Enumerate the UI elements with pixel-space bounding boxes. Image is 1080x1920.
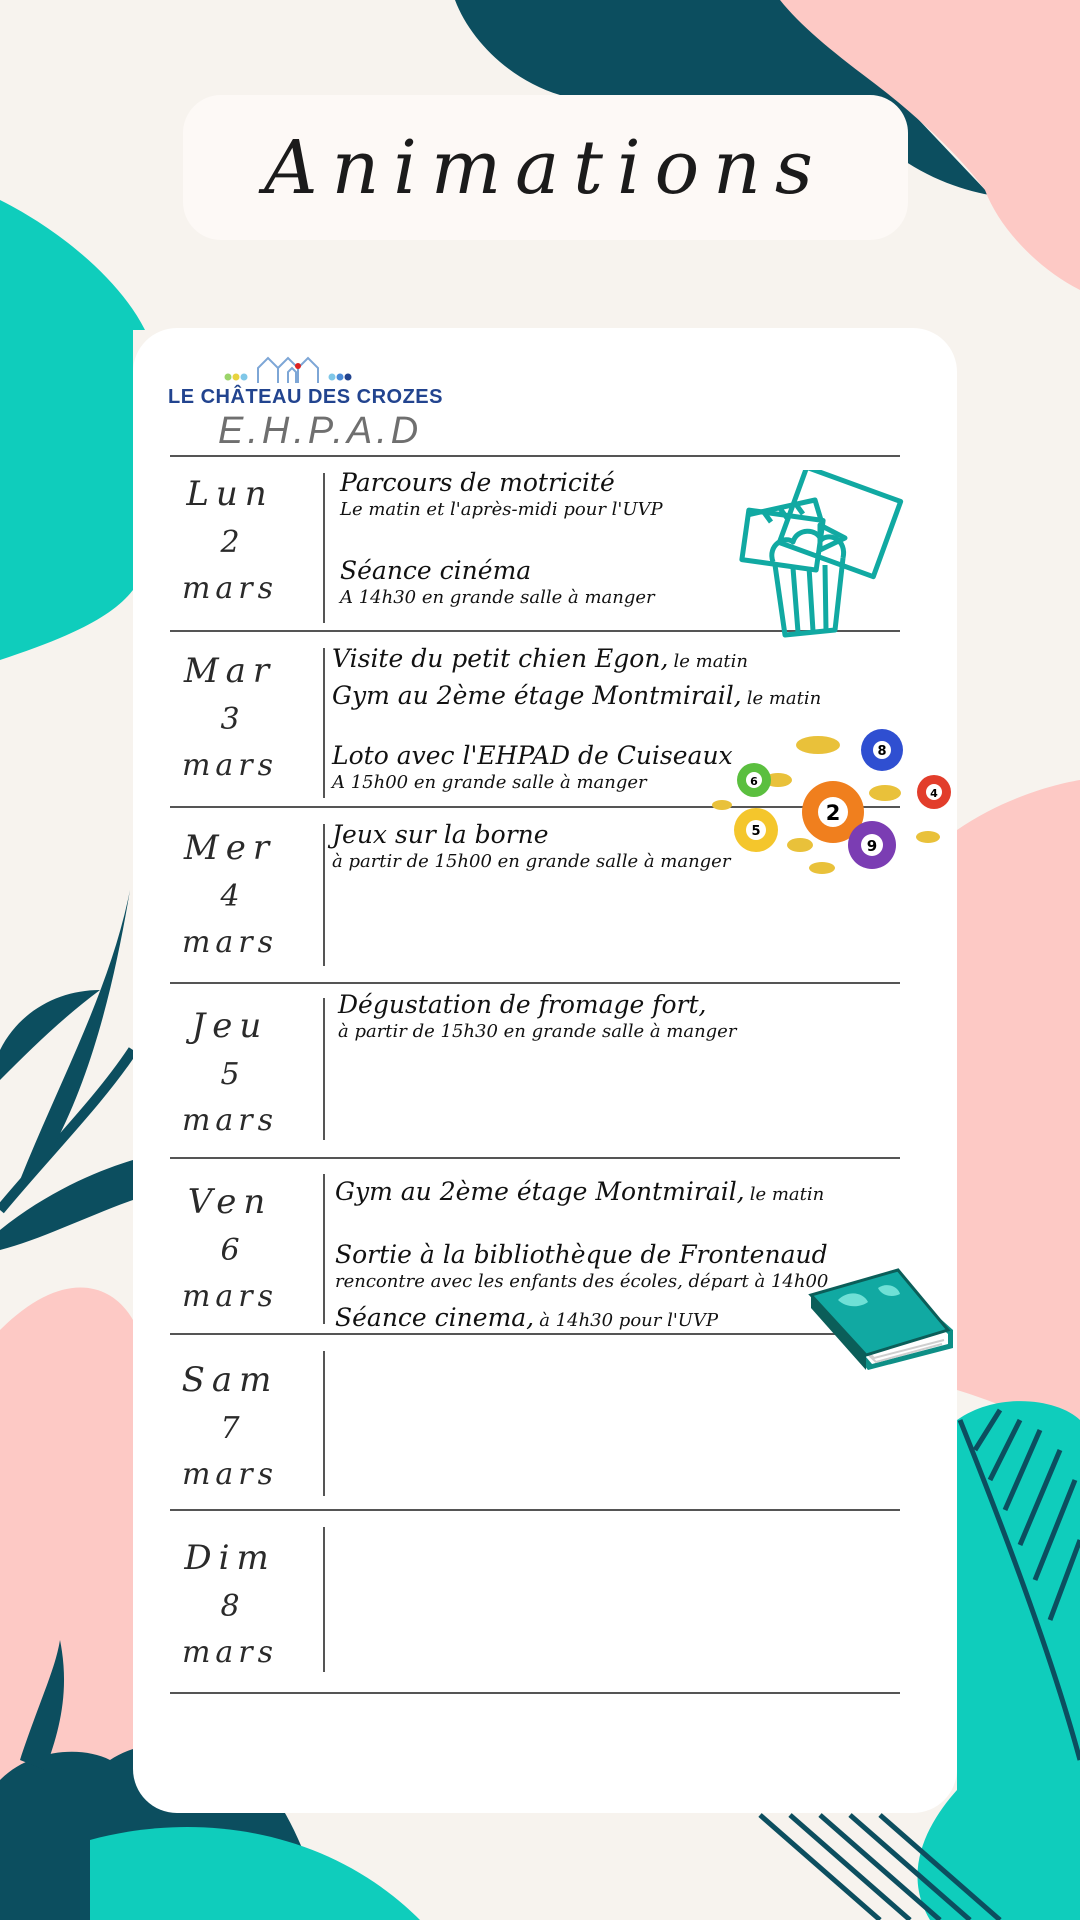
- event-title: Sortie à la bibliothèque de Frontenaud: [335, 1240, 828, 1269]
- event-item: [332, 741, 733, 793]
- event-item: [335, 1240, 828, 1292]
- day-name: Ven: [187, 1182, 273, 1222]
- title-box: [183, 95, 908, 240]
- event-item: [332, 820, 730, 872]
- logo-subtitle: E.H.P.A.D: [218, 410, 423, 452]
- day-month: mars: [181, 1635, 279, 1670]
- event-detail: à partir de 15h00 en grande salle à manger: [332, 851, 731, 872]
- event-item: [332, 644, 748, 673]
- event-detail: à partir de 15h30 en grande salle à manger: [338, 1021, 737, 1042]
- day-number: 8: [220, 1589, 240, 1624]
- column-divider: [323, 998, 325, 1140]
- day-month: mars: [181, 748, 279, 783]
- event-title: Parcours de motricité: [340, 468, 615, 497]
- row-divider: [170, 455, 900, 457]
- svg-text:4: 4: [930, 787, 938, 800]
- lottery-balls-icon: [710, 725, 955, 885]
- event-title: Dégustation de fromage fort,: [338, 990, 707, 1019]
- day-number: 3: [220, 702, 240, 737]
- event-item: [335, 1177, 824, 1206]
- row-divider: [170, 1333, 900, 1335]
- day-number: 5: [220, 1057, 240, 1092]
- event-detail: A 15h00 en grande salle à manger: [332, 772, 647, 793]
- column-divider: [323, 1351, 325, 1496]
- day-name: Dim: [184, 1538, 276, 1578]
- event-item: [338, 990, 736, 1042]
- row-divider: [170, 1157, 900, 1159]
- column-divider: [323, 1174, 325, 1324]
- event-title: Séance cinema,: [335, 1303, 535, 1332]
- event-title: Visite du petit chien Egon,: [332, 644, 669, 673]
- event-detail: A 14h30 en grande salle à manger: [340, 587, 655, 608]
- day-name: Mer: [183, 828, 277, 868]
- cinema-popcorn-icon: [735, 470, 915, 645]
- event-title: Séance cinéma: [340, 556, 532, 585]
- day-label-saturday: [170, 1354, 290, 1498]
- day-label-tuesday: [170, 645, 290, 789]
- event-item: [332, 681, 821, 710]
- event-time: à 14h30 pour l'UVP: [539, 1310, 719, 1331]
- event-item: [340, 468, 663, 520]
- svg-text:9: 9: [866, 837, 878, 855]
- day-label-sunday: [170, 1532, 290, 1676]
- row-divider: [170, 1692, 900, 1694]
- day-month: mars: [181, 1279, 279, 1314]
- day-number: 2: [220, 525, 240, 560]
- column-divider: [323, 824, 325, 966]
- event-item: [340, 556, 655, 608]
- day-month: mars: [181, 1103, 279, 1138]
- day-label-friday: [170, 1176, 290, 1320]
- day-month: mars: [181, 571, 279, 606]
- day-number: 7: [220, 1411, 240, 1446]
- right-pink-blob: [957, 780, 1080, 1440]
- day-label-monday: [170, 468, 290, 612]
- event-time: le matin: [749, 1184, 825, 1205]
- svg-text:8: 8: [877, 744, 887, 759]
- column-divider: [323, 1527, 325, 1672]
- day-name: Jeu: [191, 1006, 269, 1046]
- logo-name: LE CHÂTEAU DES CROZES: [168, 386, 443, 408]
- svg-text:5: 5: [751, 824, 761, 839]
- day-name: Sam: [181, 1360, 279, 1400]
- event-detail: rencontre avec les enfants des écoles, départ à 14h00: [335, 1271, 829, 1292]
- day-name: Lun: [186, 474, 274, 514]
- column-divider: [323, 473, 325, 623]
- day-month: mars: [181, 925, 279, 960]
- event-detail: Le matin et l'après-midi pour l'UVP: [340, 499, 663, 520]
- event-title: Jeux sur la borne: [332, 820, 549, 849]
- day-name: Mar: [183, 651, 277, 691]
- row-divider: [170, 982, 900, 984]
- svg-text:6: 6: [750, 775, 758, 788]
- day-number: 6: [220, 1233, 240, 1268]
- day-label-wednesday: [170, 822, 290, 966]
- event-item: [335, 1303, 718, 1332]
- event-time: le matin: [746, 688, 822, 709]
- day-label-thursday: [170, 1000, 290, 1144]
- day-month: mars: [181, 1457, 279, 1492]
- book-icon: [808, 1260, 958, 1380]
- svg-text:2: 2: [825, 801, 841, 825]
- row-divider: [170, 1509, 900, 1511]
- event-title: Gym au 2ème étage Montmirail,: [332, 681, 742, 710]
- event-title: Gym au 2ème étage Montmirail,: [335, 1177, 745, 1206]
- column-divider: [323, 648, 325, 798]
- page-title: Animations: [264, 124, 827, 211]
- event-time: le matin: [673, 651, 749, 672]
- event-title: Loto avec l'EHPAD de Cuiseaux: [332, 741, 733, 770]
- day-number: 4: [220, 879, 240, 914]
